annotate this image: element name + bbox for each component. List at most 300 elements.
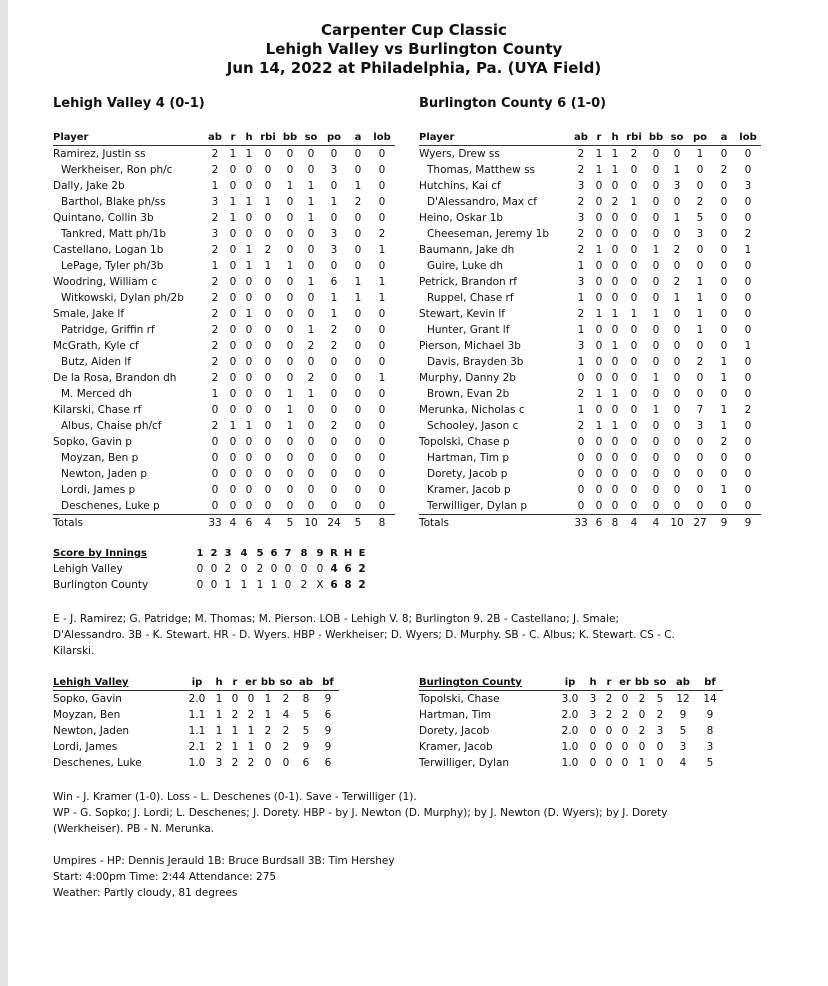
stat-cell: 0 (673, 228, 681, 240)
player-row (53, 322, 395, 338)
stat-cell: 0 (354, 324, 362, 336)
rhe-header: R (330, 548, 338, 559)
stat-cell: 0 (595, 292, 603, 304)
player-name: Dorety, Jacob p (427, 468, 508, 480)
stat-cell: 1 (720, 372, 728, 384)
stat-cell: 3 (330, 244, 338, 256)
stat-cell: 0 (211, 468, 219, 480)
stat-cell: 2 (247, 757, 255, 769)
inning-score: 2 (256, 563, 264, 575)
stat-cell: 0 (673, 420, 681, 432)
stat-cell: 0 (245, 500, 253, 512)
stat-cell: 0 (673, 484, 681, 496)
stat-cell: 5 (706, 757, 714, 769)
stat-cell: 1 (354, 180, 362, 192)
player-name: LePage, Tyler ph/3b (61, 260, 164, 272)
stat-cell: 0 (245, 324, 253, 336)
player-row (419, 418, 761, 434)
total-cell: 4 (257, 515, 279, 532)
stat-cell: 0 (330, 468, 338, 480)
player-row (419, 466, 761, 482)
pitching-team-name: Burlington County (419, 677, 522, 688)
stat-cell: 1 (720, 484, 728, 496)
stat-cell: 1 (378, 276, 386, 288)
stat-cell: 2 (720, 164, 728, 176)
stat-cell: 2 (211, 276, 219, 288)
stat-cell: 1 (673, 212, 681, 224)
stat-cell: 0 (286, 452, 294, 464)
pitcher-name: Topolski, Chase (419, 693, 500, 705)
stat-cell: 0 (245, 212, 253, 224)
player-row (53, 402, 395, 418)
linescore-team: Burlington County (53, 579, 149, 591)
stat-cell: 1 (611, 388, 619, 400)
stat-cell: 0 (605, 725, 613, 737)
total-cell: 10 (301, 515, 321, 532)
stat-cell: 0 (330, 436, 338, 448)
player-row (53, 162, 395, 178)
player-name: Murphy, Danny 2b (419, 372, 516, 384)
stat-cell: 0 (354, 228, 362, 240)
column-header: rbi (626, 132, 642, 143)
stat-cell: 0 (611, 500, 619, 512)
stat-cell: 1.0 (561, 741, 579, 753)
stat-cell: 2 (638, 725, 646, 737)
column-header: r (232, 677, 238, 688)
stat-cell: 0 (286, 164, 294, 176)
stat-cell: 0 (286, 340, 294, 352)
stat-cell: 0 (378, 308, 386, 320)
player-name: Brown, Evan 2b (427, 388, 510, 400)
inning-score: 0 (210, 579, 218, 591)
stat-cell: 1 (595, 148, 603, 160)
stat-cell: 0 (307, 164, 315, 176)
stat-cell: 0 (354, 484, 362, 496)
player-row (419, 370, 761, 386)
stat-cell: 1 (215, 693, 223, 705)
pitching-notes: WP - G. Sopko; J. Lordi; L. Deschenes; J. Dorety. HBP - by J. Newton (D. Murphy); by J. Newton (D. Wyers); by J. Dorety (Werkheiser). PB - N. Merunka. (53, 807, 668, 835)
player-row (419, 450, 761, 466)
stat-cell: 1 (595, 420, 603, 432)
column-header: ab (574, 132, 588, 143)
player-name: Patridge, Griffin rf (61, 324, 155, 336)
total-cell: 33 (205, 515, 225, 532)
stat-cell: 0 (744, 468, 752, 480)
stat-cell: 0 (307, 500, 315, 512)
player-row (419, 338, 761, 354)
totals-label: Totals (419, 515, 571, 532)
stat-cell: 3 (330, 164, 338, 176)
stat-cell: 0 (354, 468, 362, 480)
stat-cell: 0 (720, 452, 728, 464)
stat-cell: 0 (307, 436, 315, 448)
stat-cell: 0 (264, 404, 272, 416)
stat-cell: 2 (605, 709, 613, 721)
stat-cell: 0 (744, 212, 752, 224)
stat-cell: 2 (630, 148, 638, 160)
weather-line: Weather: Partly cloudy, 81 degrees (53, 887, 238, 899)
stat-cell: 0 (652, 436, 660, 448)
stat-cell: 1 (696, 148, 704, 160)
stat-cell: 0 (696, 388, 704, 400)
stat-cell: 1 (720, 420, 728, 432)
stat-cell: 0 (720, 292, 728, 304)
column-header: r (230, 132, 236, 143)
stat-cell: 0 (245, 436, 253, 448)
stat-cell: 2 (673, 244, 681, 256)
stat-cell: 0 (652, 468, 660, 480)
column-header: so (304, 132, 318, 143)
stat-cell: 0 (621, 757, 629, 769)
player-row (419, 354, 761, 370)
player-name: M. Merced dh (61, 388, 132, 400)
stat-cell: 0 (744, 196, 752, 208)
player-name: Albus, Chaise ph/cf (61, 420, 162, 432)
stat-cell: 2 (656, 709, 664, 721)
stat-cell: 0 (652, 484, 660, 496)
stat-cell: 0 (264, 500, 272, 512)
stat-cell: 0 (673, 148, 681, 160)
stat-cell: 0 (282, 757, 290, 769)
stat-cell: 0 (307, 244, 315, 256)
stat-cell: 1 (330, 196, 338, 208)
column-header: lob (739, 132, 757, 143)
column-header: lob (373, 132, 391, 143)
player-name: Butz, Aiden lf (61, 356, 131, 368)
stat-cell: 0 (245, 372, 253, 384)
stat-cell: 2 (211, 164, 219, 176)
linescore-team: Lehigh Valley (53, 563, 123, 575)
stat-cell: 0 (229, 180, 237, 192)
stat-cell: 0 (264, 757, 272, 769)
stat-cell: 0 (673, 260, 681, 272)
stat-cell: 0 (229, 228, 237, 240)
player-name: Barthol, Blake ph/ss (61, 196, 166, 208)
stat-cell: 0 (630, 500, 638, 512)
rhe-header: H (343, 548, 353, 559)
pitcher-row (53, 691, 339, 708)
column-header: r (606, 677, 612, 688)
stat-cell: 0 (229, 340, 237, 352)
player-name: Wyers, Drew ss (419, 148, 500, 160)
stat-cell: 2 (577, 388, 585, 400)
start-time-line: Start: 4:00pm Time: 2:44 Attendance: 275 (53, 871, 277, 883)
inning-score: 0 (284, 579, 292, 591)
total-cell: 9 (713, 515, 735, 532)
stat-cell: 2 (211, 212, 219, 224)
stat-cell: 0 (354, 340, 362, 352)
stat-cell: 0 (656, 757, 664, 769)
stat-cell: 0 (611, 404, 619, 416)
stat-cell: 1 (245, 308, 253, 320)
stat-cell: 12 (676, 693, 690, 705)
stat-cell: 0 (264, 741, 272, 753)
stat-cell: 2 (577, 308, 585, 320)
stat-cell: 0 (630, 292, 638, 304)
player-row (419, 226, 761, 242)
stat-cell: 2 (577, 196, 585, 208)
stat-cell: 0 (264, 484, 272, 496)
stat-cell: 0 (720, 468, 728, 480)
stat-cell: 2 (211, 308, 219, 320)
stat-cell: 1 (229, 196, 237, 208)
stat-cell: 2 (231, 709, 239, 721)
stat-cell: 0 (286, 212, 294, 224)
player-row (419, 402, 761, 418)
total-cell: 6 (591, 515, 607, 532)
stat-cell: 0 (264, 228, 272, 240)
rhe-value: 6 (344, 563, 352, 575)
stat-cell: 1 (247, 741, 255, 753)
stat-cell: 1 (215, 709, 223, 721)
stat-cell: 4 (679, 757, 687, 769)
stat-cell: 0 (673, 436, 681, 448)
player-name: Woodring, William c (53, 276, 158, 288)
linescore-table (53, 547, 447, 593)
player-name: Petrick, Brandon rf (419, 276, 518, 288)
stat-cell: 0 (630, 468, 638, 480)
player-row (53, 146, 395, 163)
stat-cell: 0 (595, 436, 603, 448)
stat-cell: 0 (245, 276, 253, 288)
stat-cell: 1.1 (188, 725, 206, 737)
player-row (419, 242, 761, 258)
stat-cell: 1 (595, 388, 603, 400)
stat-cell: 2 (744, 228, 752, 240)
player-row (53, 306, 395, 322)
stat-cell: 0 (611, 484, 619, 496)
stat-cell: 0 (673, 356, 681, 368)
total-cell: 27 (687, 515, 713, 532)
page-edge-shadow (0, 0, 8, 986)
stat-cell: 0 (652, 420, 660, 432)
stat-cell: 0 (245, 228, 253, 240)
stat-cell: 0 (307, 468, 315, 480)
column-header: h (611, 132, 619, 143)
stat-cell: 0 (264, 292, 272, 304)
stat-cell: 0 (611, 244, 619, 256)
inning-score: 1 (240, 579, 248, 591)
stat-cell: 0 (744, 164, 752, 176)
stat-cell: 0 (229, 436, 237, 448)
stat-cell: 0 (595, 372, 603, 384)
pitcher-row (419, 739, 723, 755)
stat-cell: 0 (621, 741, 629, 753)
stat-cell: 3 (211, 228, 219, 240)
stat-cell: 1 (307, 180, 315, 192)
stat-cell: 0 (595, 468, 603, 480)
inning-score: 0 (284, 563, 292, 575)
linescore-header-row (53, 547, 447, 561)
player-name: Pierson, Michael 3b (419, 340, 521, 352)
stat-cell: 2 (330, 324, 338, 336)
stat-cell: 0 (696, 244, 704, 256)
pitcher-name: Terwilliger, Dylan (419, 757, 510, 769)
stat-cell: 0 (354, 420, 362, 432)
stat-cell: 0 (652, 212, 660, 224)
stat-cell: 0 (229, 404, 237, 416)
stat-cell: 0 (656, 741, 664, 753)
stat-cell: 0 (744, 148, 752, 160)
stat-cell: 0 (630, 340, 638, 352)
stat-cell: 1 (211, 180, 219, 192)
stat-cell: 0 (720, 324, 728, 336)
totals-row (419, 515, 761, 532)
stat-cell: 0 (605, 741, 613, 753)
stat-cell: 3 (577, 180, 585, 192)
column-header: ab (676, 677, 690, 688)
stat-cell: 0 (577, 484, 585, 496)
stat-cell: 0 (229, 324, 237, 336)
home-batting-header-row (419, 131, 761, 146)
total-cell: 8 (607, 515, 623, 532)
stat-cell: 0 (621, 725, 629, 737)
stat-cell: 2 (354, 196, 362, 208)
stat-cell: 0 (378, 196, 386, 208)
stat-cell: 1 (307, 276, 315, 288)
stat-cell: 0 (211, 404, 219, 416)
stat-cell: 0 (595, 212, 603, 224)
stat-cell: 8 (302, 693, 310, 705)
game-title: Carpenter Cup Classic (321, 21, 507, 39)
stat-cell: 0 (378, 148, 386, 160)
stat-cell: 3 (589, 709, 597, 721)
stat-cell: 0 (744, 356, 752, 368)
stat-cell: 2 (696, 196, 704, 208)
player-name: Stewart, Kevin lf (419, 308, 505, 320)
player-name: Smale, Jake lf (53, 308, 125, 320)
stat-cell: 0 (673, 452, 681, 464)
player-row (53, 370, 395, 386)
stat-cell: 0 (378, 436, 386, 448)
pitcher-row (419, 755, 723, 771)
stat-cell: 6 (302, 757, 310, 769)
stat-cell: 0 (354, 356, 362, 368)
stat-cell: 0 (330, 148, 338, 160)
stat-cell: 1 (696, 292, 704, 304)
column-header: so (653, 677, 667, 688)
player-name: Heino, Oskar 1b (419, 212, 504, 224)
stat-cell: 0 (720, 180, 728, 192)
stat-cell: 0 (286, 308, 294, 320)
stat-cell: 1 (330, 292, 338, 304)
player-name: Werkheiser, Ron ph/c (61, 164, 173, 176)
stat-cell: 0 (696, 436, 704, 448)
umpires-line: Umpires - HP: Dennis Jerauld 1B: Bruce Burdsall 3B: Tim Hershey (53, 855, 395, 867)
stat-cell: 0 (611, 356, 619, 368)
batting-notes: E - J. Ramirez; G. Patridge; M. Thomas; M. Pierson. LOB - Lehigh V. 8; Burlington 9. 2B - Castellano; J. Smale; D'Alessandro. 3B - K. Stewart. HR - D. Wyers. HBP - Werkheiser; D. Wyers; D. Murphy. SB - C. Albus; K. Stewart. CS - C. Kilarski. (53, 613, 675, 657)
stat-cell: 0 (245, 180, 253, 192)
stat-cell: 0 (264, 308, 272, 320)
stat-cell: 1 (307, 212, 315, 224)
stat-cell: 0 (630, 228, 638, 240)
pitcher-row (53, 755, 339, 771)
linescore-row (53, 577, 447, 593)
stat-cell: 1 (652, 404, 660, 416)
stat-cell: 0 (354, 244, 362, 256)
column-header: er (619, 677, 631, 688)
stat-cell: 0 (595, 340, 603, 352)
total-cell: 5 (279, 515, 301, 532)
stat-cell: 0 (229, 388, 237, 400)
stat-cell: 0 (378, 260, 386, 272)
rhe-value: 8 (344, 579, 352, 591)
stat-cell: 2 (638, 693, 646, 705)
inning-score: 2 (300, 579, 308, 591)
stat-cell: 3 (679, 741, 687, 753)
stat-cell: 0 (264, 372, 272, 384)
pitcher-row (53, 707, 339, 723)
column-header: ip (564, 677, 576, 688)
stat-cell: 3 (577, 276, 585, 288)
stat-cell: 0 (330, 180, 338, 192)
stat-cell: 0 (673, 500, 681, 512)
stat-cell: 1 (264, 693, 272, 705)
total-cell: 8 (369, 515, 395, 532)
stat-cell: 0 (229, 292, 237, 304)
stat-cell: 0 (630, 372, 638, 384)
stat-cell: 0 (673, 196, 681, 208)
stat-cell: 1 (577, 324, 585, 336)
stat-cell: 2 (378, 228, 386, 240)
stat-cell: 1 (245, 244, 253, 256)
player-row (419, 306, 761, 322)
player-name: Quintano, Collin 3b (53, 212, 154, 224)
rhe-header: E (358, 548, 366, 559)
stat-cell: 0 (245, 388, 253, 400)
stat-cell: 2 (577, 420, 585, 432)
stat-cell: 0 (354, 372, 362, 384)
stat-cell: 0 (652, 324, 660, 336)
stat-cell: 1 (231, 741, 239, 753)
stat-cell: 1 (286, 404, 294, 416)
stat-cell: 1 (720, 356, 728, 368)
stat-cell: 2 (673, 276, 681, 288)
stat-cell: 2 (696, 356, 704, 368)
stat-cell: 0 (744, 420, 752, 432)
inning-score: 1 (270, 579, 278, 591)
totals-label: Totals (53, 515, 205, 532)
stat-cell: 0 (330, 356, 338, 368)
stat-cell: 0 (630, 436, 638, 448)
pitcher-name: Moyzan, Ben (53, 709, 121, 721)
stat-cell: 0 (286, 196, 294, 208)
stat-cell: 0 (720, 196, 728, 208)
stat-cell: 0 (673, 340, 681, 352)
column-header: bb (634, 677, 650, 688)
stat-cell: 0 (378, 340, 386, 352)
inning-score: 0 (196, 579, 204, 591)
stat-cell: 1 (577, 356, 585, 368)
column-header: bf (322, 677, 334, 688)
stat-cell: 0 (652, 228, 660, 240)
stat-cell: 0 (611, 212, 619, 224)
stat-cell: 0 (307, 308, 315, 320)
stat-cell: 1 (696, 324, 704, 336)
stat-cell: 0 (595, 260, 603, 272)
stat-cell: 0 (720, 340, 728, 352)
column-header: so (279, 677, 293, 688)
stat-cell: 0 (595, 500, 603, 512)
stat-cell: 0 (720, 500, 728, 512)
player-name: Merunka, Nicholas c (419, 404, 525, 416)
stat-cell: 2 (307, 372, 315, 384)
away-pitching-table (53, 676, 339, 771)
stat-cell: 2 (247, 709, 255, 721)
stat-cell: 1 (611, 148, 619, 160)
stat-cell: 0 (630, 276, 638, 288)
stat-cell: 1 (744, 340, 752, 352)
